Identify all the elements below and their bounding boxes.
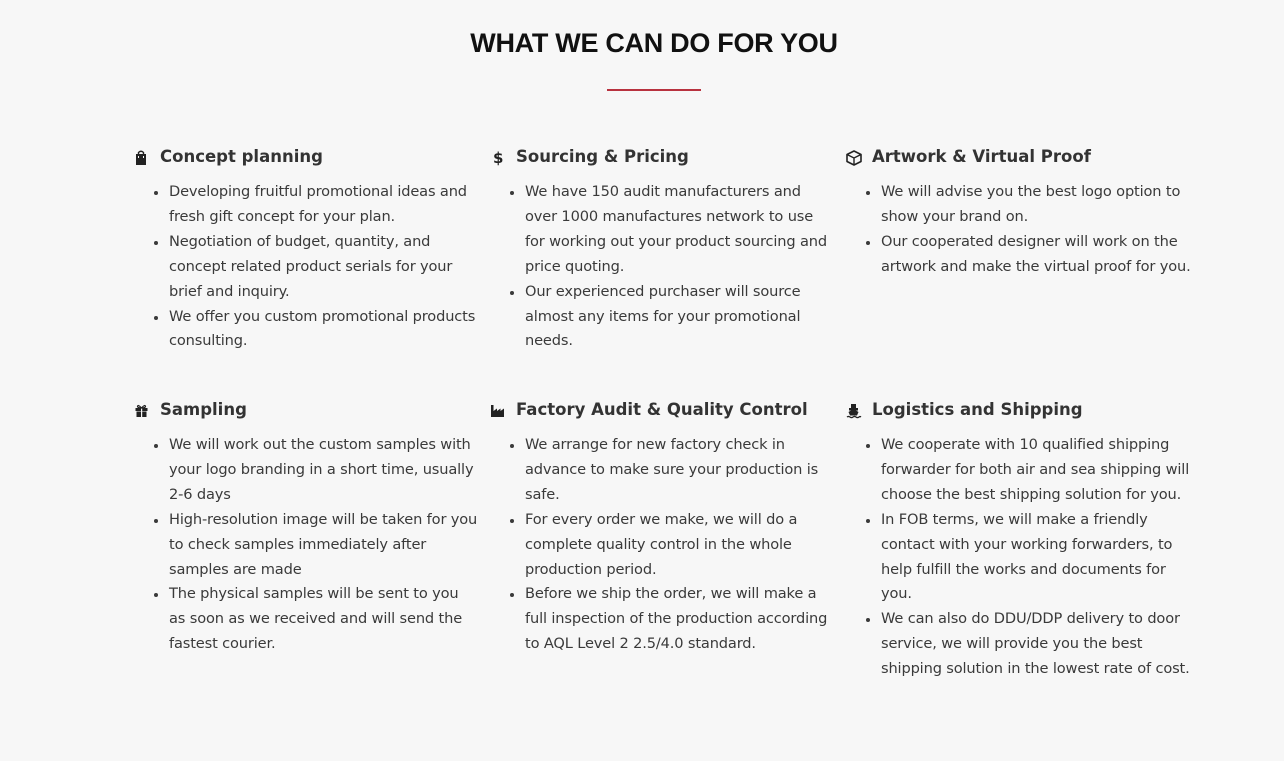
service-card-factory-audit bbox=[490, 400, 835, 657]
bullet-list bbox=[490, 433, 835, 657]
list-item: • High-resolution image will be taken for you to check samples immediately after samples are made bbox=[168, 508, 479, 583]
list-item: • Negotiation of budget, quantity, and concept related product serials for your brief and inquiry. bbox=[168, 230, 479, 305]
list-item: • We arrange for new factory check in advance to make sure your production is safe. bbox=[524, 433, 835, 508]
service-card-artwork-virtual-proof bbox=[846, 147, 1191, 280]
service-card-sourcing-pricing bbox=[490, 147, 835, 354]
bullet-list bbox=[846, 433, 1191, 682]
bullet-list bbox=[134, 433, 479, 657]
ship-icon bbox=[846, 403, 862, 419]
service-card-sampling bbox=[134, 400, 479, 657]
card-title: Sampling bbox=[160, 400, 247, 419]
bullet-list bbox=[490, 180, 835, 354]
card-title: Sourcing & Pricing bbox=[516, 147, 689, 166]
cube-icon bbox=[846, 150, 862, 166]
title-divider bbox=[607, 89, 701, 91]
card-title: Factory Audit & Quality Control bbox=[516, 400, 808, 419]
list-item: • In FOB terms, we will make a friendly contact with your working forwarders, to help fulfill the works and documents for you. bbox=[880, 508, 1191, 608]
card-title: Concept planning bbox=[160, 147, 323, 166]
bullet-list bbox=[846, 180, 1191, 280]
list-item: • For every order we make, we will do a complete quality control in the whole production period. bbox=[524, 508, 835, 583]
dollar-icon bbox=[490, 150, 506, 166]
list-item: • Our cooperated designer will work on the artwork and make the virtual proof for you. bbox=[880, 230, 1191, 280]
list-item: • Before we ship the order, we will make a full inspection of the production according to AQL Level 2 2.5/4.0 standard. bbox=[524, 582, 835, 657]
industry-icon bbox=[490, 403, 506, 419]
list-item: • Our experienced purchaser will source almost any items for your promotional needs. bbox=[524, 280, 835, 355]
service-card-logistics-shipping bbox=[846, 400, 1191, 682]
service-card-concept-planning bbox=[134, 147, 479, 354]
card-title: Logistics and Shipping bbox=[872, 400, 1083, 419]
shopping-bag-icon bbox=[134, 150, 150, 166]
list-item: • We will advise you the best logo option to show your brand on. bbox=[880, 180, 1191, 230]
list-item: • The physical samples will be sent to you as soon as we received and will send the fastest courier. bbox=[168, 582, 479, 657]
card-title: Artwork & Virtual Proof bbox=[872, 147, 1091, 166]
list-item: • We will work out the custom samples with your logo branding in a short time, usually 2-6 days bbox=[168, 433, 479, 508]
list-item: • We can also do DDU/DDP delivery to door service, we will provide you the best shipping solution in the lowest rate of cost. bbox=[880, 607, 1191, 682]
svg-text:$: $ bbox=[493, 150, 504, 166]
list-item: • We have 150 audit manufacturers and over 1000 manufactures network to use for working out your product sourcing and price quoting. bbox=[524, 180, 835, 280]
list-item: • We cooperate with 10 qualified shipping forwarder for both air and sea shipping will choose the best shipping solution for you. bbox=[880, 433, 1191, 508]
list-item: • We offer you custom promotional products consulting. bbox=[168, 305, 479, 355]
list-item: • Developing fruitful promotional ideas and fresh gift concept for your plan. bbox=[168, 180, 479, 230]
page-title: WHAT WE CAN DO FOR YOU bbox=[470, 28, 838, 58]
gift-icon bbox=[134, 403, 150, 419]
bullet-list bbox=[134, 180, 479, 354]
